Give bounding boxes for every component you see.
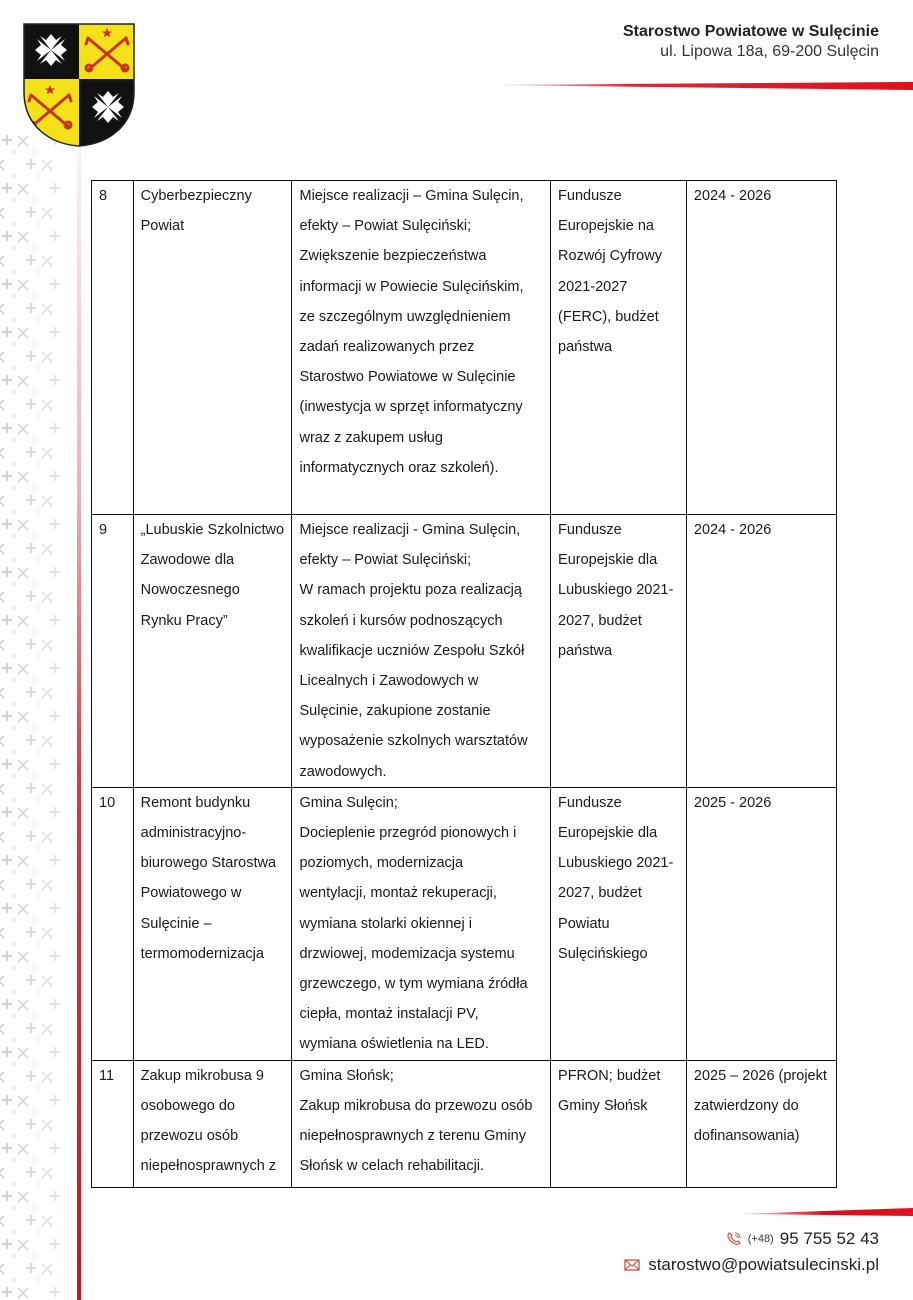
cell-number [92, 787, 134, 1060]
text-line: W ramach projektu poza realizacją [299, 582, 522, 599]
row-number: 10 [99, 794, 116, 811]
text-line: niepełnosprawnych z [140, 1158, 277, 1175]
cell-funding-source [551, 1060, 687, 1187]
text-line: kwalifikacje uczniów Zespołu Szkół [299, 642, 525, 659]
text-line: 2027, budżet [558, 612, 642, 629]
text-line: informacji w Powiecie Sulęcińskim, [299, 278, 524, 295]
text-line: Sulęcinie – [140, 915, 212, 932]
organization-name: Starostwo Powiatowe w Sulęcinie [622, 23, 879, 40]
text-line: 2025 – 2026 (projekt [693, 1067, 827, 1084]
text-line: administracyjno- [140, 825, 247, 842]
text-line: wentylacji, montaż rekuperacji, [299, 885, 497, 902]
text-line: Gmina Słońsk; [299, 1067, 394, 1084]
table-row [92, 515, 837, 788]
text-line: (FERC), budżet [558, 308, 659, 325]
phone-number[interactable]: 95 755 52 43 [779, 1229, 879, 1248]
phone-prefix: (+48) [747, 1233, 774, 1245]
text-line: szkoleń i kursów podnoszących [299, 612, 503, 629]
cell-number [92, 1060, 134, 1187]
text-line: Rozwój Cyfrowy [558, 248, 662, 265]
text-line: Powiatowego w [140, 885, 242, 902]
text-line: Zakup mikrobusa do przewozu osób [299, 1098, 533, 1115]
text-line: zawodowych. [299, 763, 387, 780]
text-line: wymiana stolarki okiennej i [299, 915, 472, 932]
cell-number [92, 515, 134, 788]
text-line: Fundusze [558, 522, 622, 538]
text-line: Europejskie dla [558, 825, 658, 842]
red-vertical-rule [77, 140, 81, 1300]
letterhead [623, 22, 879, 62]
text-line: PFRON; budżet [558, 1067, 661, 1084]
text-line: 2025 - 2026 [693, 794, 772, 811]
text-line: niepełnosprawnych z terenu Gminy [299, 1128, 526, 1145]
text-line: Miejsce realizacji - Gmina Sulęcin, [299, 522, 521, 538]
cell-period [686, 787, 836, 1060]
text-line: ciepła, montaż instalacji PV, [299, 1006, 479, 1023]
text-line: wyposażenie szkolnych warsztatów [299, 733, 528, 750]
cell-description [292, 1060, 551, 1187]
text-line: Gmina Sulęcin; [299, 794, 398, 811]
text-line: ze szczególnym uwzględnieniem [299, 308, 511, 325]
phone-line [624, 1228, 879, 1250]
text-line: zatwierdzony do [693, 1098, 799, 1115]
projects-table-body [92, 181, 837, 1188]
text-line: państwa [558, 642, 613, 659]
text-line: Powiatu [558, 915, 610, 932]
text-line: Fundusze [558, 794, 622, 811]
text-line: wymiana oświetlenia na LED. [299, 1036, 489, 1053]
cell-project-name [133, 515, 292, 788]
row-number: 11 [99, 1067, 115, 1084]
table-row [92, 1060, 837, 1187]
text-line: efekty – Powiat Sulęciński; [299, 552, 472, 569]
text-line: Zawodowe dla [140, 552, 235, 569]
header-red-swoosh [480, 82, 913, 90]
cell-project-name [133, 1060, 292, 1187]
email-address[interactable]: starostwo@powiatsulecinski.pl [648, 1255, 879, 1274]
cell-project-name [133, 787, 292, 1060]
text-line: zadań realizowanych przez [299, 339, 475, 356]
coat-of-arms-logo [22, 22, 136, 148]
text-line: wraz z zakupem usług [299, 429, 443, 446]
projects-table [91, 180, 837, 1188]
cell-description [292, 787, 551, 1060]
text-line: 2021-2027 [558, 278, 628, 295]
text-line: osobowego do [140, 1098, 235, 1115]
text-line: Fundusze [558, 188, 622, 204]
text-line: Słońsk w celach rehabilitacji. [299, 1158, 485, 1175]
text-line: informatycznych oraz szkoleń). [299, 459, 499, 476]
text-line: efekty – Powiat Sulęciński; [299, 218, 472, 235]
text-line: dofinansowania) [693, 1128, 800, 1145]
text-line: Gminy Słońsk [558, 1098, 648, 1115]
text-line: 2027, budżet [558, 885, 642, 902]
cell-period [686, 1060, 836, 1187]
text-line: poziomych, modernizacja [299, 855, 464, 872]
cell-period [686, 181, 836, 515]
cell-description [292, 181, 551, 515]
row-number: 8 [99, 188, 108, 204]
cell-funding-source [551, 787, 687, 1060]
cell-description [292, 515, 551, 788]
phone-icon [726, 1232, 742, 1246]
cell-number [92, 181, 134, 515]
text-line: państwa [558, 339, 613, 356]
text-line: Europejskie dla [558, 552, 658, 569]
text-line: Cyberbezpieczny [140, 188, 252, 204]
footer-red-swoosh [735, 1208, 913, 1216]
decorative-pattern [0, 130, 62, 1300]
text-line: (inwestycja w sprzęt informatyczny [299, 399, 523, 416]
coat-of-arms-icon [22, 22, 136, 148]
text-line: 2024 - 2026 [693, 188, 772, 204]
text-line: termomodernizacja [140, 945, 264, 962]
row-number: 9 [99, 522, 108, 538]
text-line: Nowoczesnego [140, 582, 240, 599]
text-line: drzwiowej, modemizacja systemu [299, 945, 515, 962]
text-line: Miejsce realizacji – Gmina Sulęcin, [299, 188, 524, 204]
contact-footer [624, 1228, 879, 1277]
text-line: przewozu osób [140, 1128, 239, 1145]
table-row [92, 181, 837, 515]
pattern-svg [0, 130, 62, 1300]
text-line: Licealnych i Zawodowych w [299, 673, 479, 690]
cell-funding-source [551, 515, 687, 788]
text-line: Zakup mikrobusa 9 [140, 1067, 264, 1084]
email-line [624, 1253, 879, 1277]
text-line: grzewczego, w tym wymiana źródła [299, 976, 528, 993]
mail-icon [624, 1258, 640, 1272]
text-line: biurowego Starostwa [140, 855, 277, 872]
text-line: 2024 - 2026 [693, 522, 772, 538]
text-line: Lubuskiego 2021- [558, 855, 674, 872]
text-line: Lubuskiego 2021- [558, 582, 674, 599]
text-line: Sulęcińskiego [558, 945, 648, 962]
text-line: Powiat [140, 218, 185, 235]
text-line: Rynku Pracy” [140, 612, 228, 629]
cell-project-name [133, 181, 292, 515]
text-line: Starostwo Powiatowe w Sulęcinie [299, 369, 516, 386]
cell-funding-source [551, 181, 687, 515]
cell-period [686, 515, 836, 788]
text-line: Zwiększenie bezpieczeństwa [299, 248, 487, 265]
text-line: Europejskie na [558, 218, 654, 235]
table-row [92, 787, 837, 1060]
text-line: Docieplenie przegród pionowych i [299, 825, 517, 842]
text-line: „Lubuskie Szkolnictwo [140, 522, 285, 538]
text-line: Remont budynku [140, 794, 251, 811]
organization-address: ul. Lipowa 18a, 69-200 Sulęcin [660, 43, 879, 60]
text-line: Sulęcinie, zakupione zostanie [299, 703, 491, 720]
